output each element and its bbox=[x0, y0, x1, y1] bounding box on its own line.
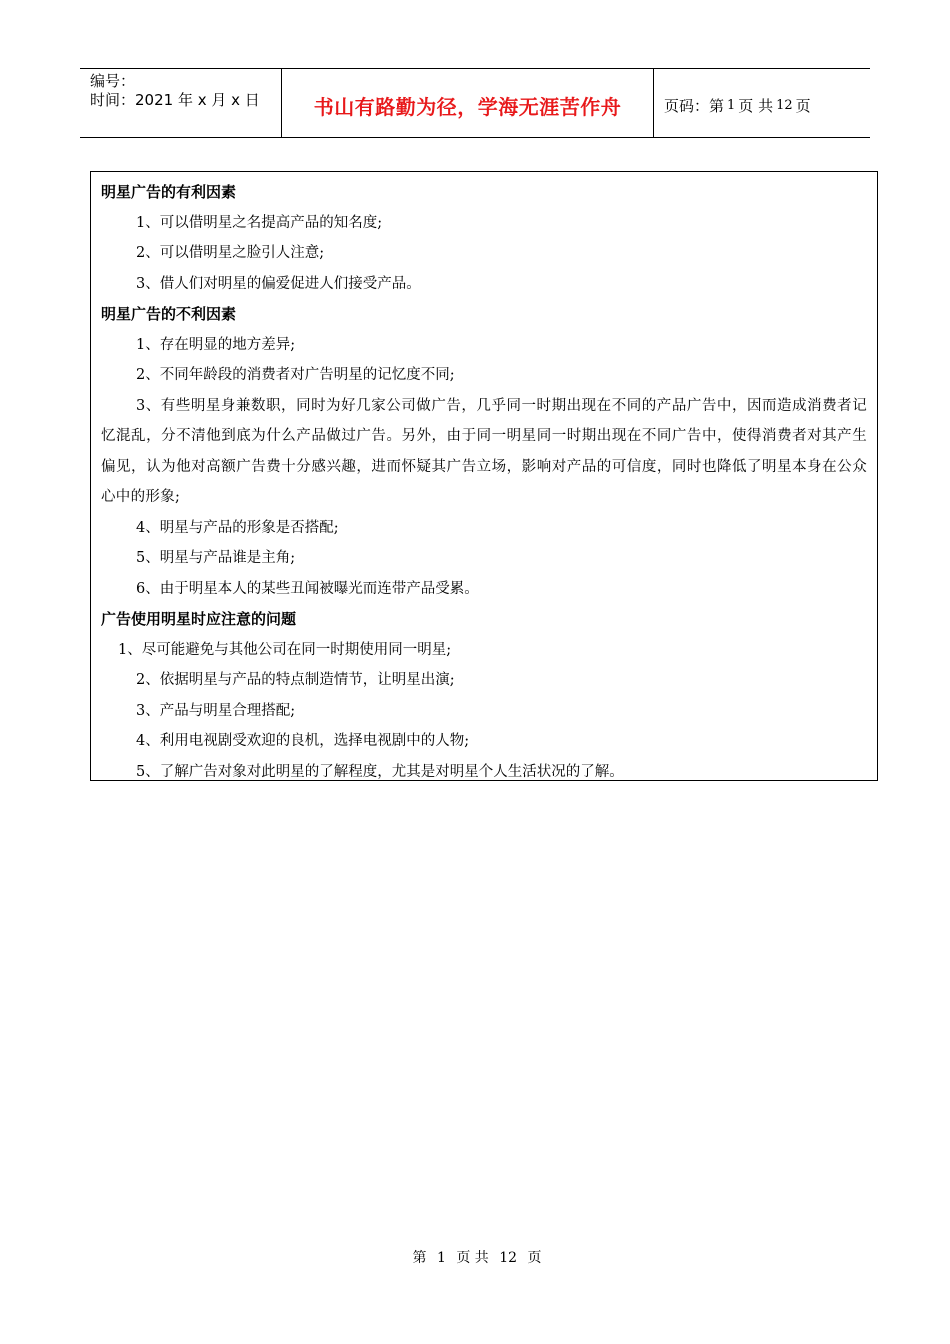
list-item: 5、明星与产品谁是主角; bbox=[136, 550, 296, 566]
page-suffix: 页 bbox=[795, 96, 811, 115]
footer-prefix: 第 bbox=[412, 1250, 427, 1266]
list-item: 1、可以借明星之名提高产品的知名度; bbox=[136, 214, 383, 231]
footer-suffix: 页 bbox=[527, 1250, 542, 1266]
section-title-disadvantages: 明星广告的不利因素 bbox=[101, 305, 237, 323]
list-item: 2、不同年龄段的消费者对广告明星的记忆度不同; bbox=[136, 367, 455, 383]
footer-total: 12 bbox=[499, 1250, 518, 1266]
footer-mid: 页 共 bbox=[456, 1250, 489, 1266]
list-item: 6、由于明星本人的某些丑闻被曝光而连带产品受累。 bbox=[136, 580, 479, 597]
page-header bbox=[80, 68, 870, 138]
list-item: 4、利用电视剧受欢迎的良机，选择电视剧中的人物; bbox=[136, 733, 470, 749]
list-item: 2、依据明星与产品的特点制造情节，让明星出演; bbox=[136, 672, 455, 688]
list-item: 2、可以借明星之脸引人注意; bbox=[136, 245, 325, 261]
document-number-label: 编号： bbox=[90, 72, 136, 90]
header-page-indicator bbox=[654, 69, 870, 137]
section-title-notes: 广告使用明星时应注意的问题 bbox=[101, 610, 297, 628]
list-item: 4、明星与产品的形象是否搭配; bbox=[136, 519, 339, 536]
page-prefix: 页码：第 bbox=[664, 96, 725, 115]
list-item-paragraph: 3、有些明星身兼数职，同时为好几家公司做广告，几乎同一时期出现在不同的产品广告中，因而造成消费者记忆混乱，分不清他到底为什么产品做过广告。另外，由于同一明星同一时期出现在不同广告中，使得消费者对其产生偏见，认为他对高额广告费十分感兴趣，进而怀疑其广告立场，影响对产品的可信度，同时也降低了明星本身在公众心中的形象; bbox=[101, 397, 867, 505]
document-date: 时间：2021 年 x 月 x 日 bbox=[90, 91, 260, 109]
page-mid: 页 共 bbox=[738, 96, 774, 115]
content-box bbox=[90, 171, 878, 781]
header-meta bbox=[80, 69, 281, 137]
list-item: 1、尽可能避免与其他公司在同一时期使用同一明星; bbox=[118, 641, 452, 658]
section-title-advantages: 明星广告的有利因素 bbox=[101, 183, 237, 201]
list-item: 3、产品与明星合理搭配; bbox=[136, 702, 296, 719]
list-item: 3、借人们对明星的偏爱促进人们接受产品。 bbox=[136, 275, 421, 292]
footer-current: 1 bbox=[436, 1250, 446, 1266]
list-item: 5、了解广告对象对此明星的了解程度，尤其是对明星个人生活状况的了解。 bbox=[136, 763, 624, 780]
page-total: 12 bbox=[776, 97, 793, 113]
header-motto: 书山有路勤为径，学海无涯苦作舟 bbox=[281, 69, 654, 137]
list-item: 1、存在明显的地方差异; bbox=[136, 336, 296, 353]
page-footer bbox=[0, 1247, 950, 1267]
page-current: 1 bbox=[727, 97, 736, 113]
